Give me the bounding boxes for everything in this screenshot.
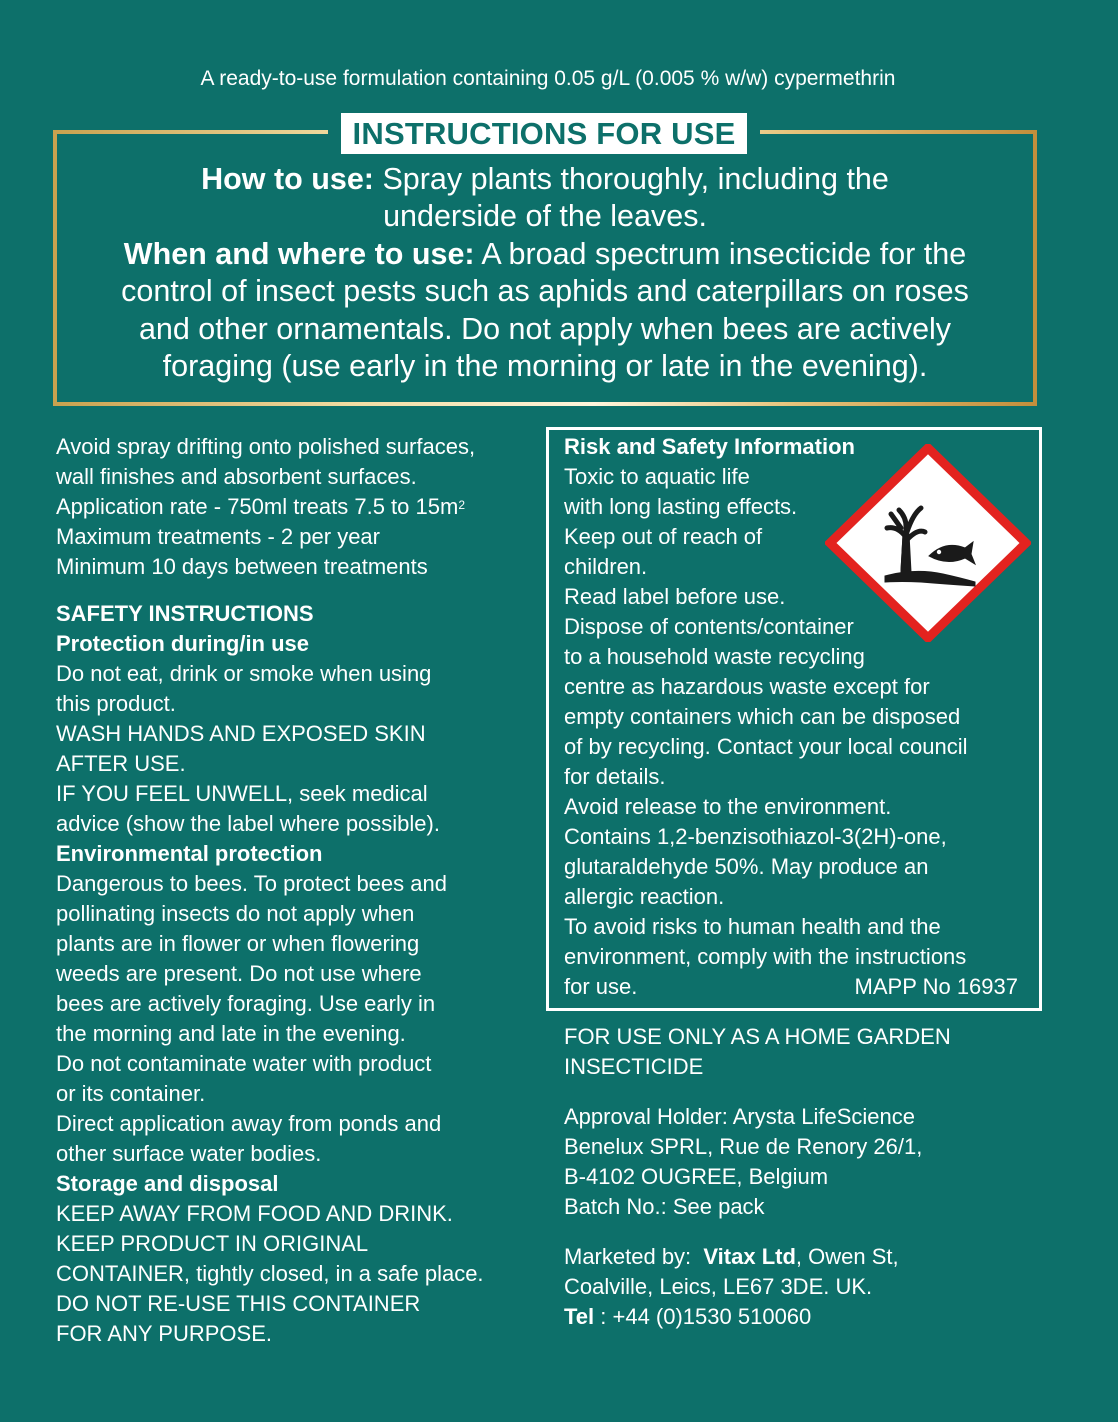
marketer-address: Coalville, Leics, LE67 3DE. UK. <box>564 1274 873 1299</box>
application-line: Avoid spray drifting onto polished surfaces, <box>56 434 476 459</box>
garden-use-line: INSECTICIDE <box>564 1054 704 1079</box>
telephone-line <box>564 1302 1034 1332</box>
application-line: Minimum 10 days between treatments <box>56 554 428 579</box>
risk-line: with long lasting effects. <box>564 494 798 519</box>
environmental-line: Do not contaminate water with product <box>56 1051 432 1076</box>
protection-line: AFTER USE. <box>56 751 186 776</box>
risk-last-line <box>564 972 1034 1002</box>
protection-heading-text: Protection during/in use <box>56 631 310 656</box>
protection-line: IF YOU FEEL UNWELL, seek medical <box>56 781 428 806</box>
environmental-line: plants are in flower or when flowering <box>56 931 420 956</box>
marketed-by-label: Marketed by: <box>564 1244 704 1269</box>
environmental-heading <box>56 839 546 869</box>
environmental-line: weeds are present. Do not use where <box>56 961 422 986</box>
left-column <box>56 432 546 1349</box>
risk-heading <box>564 432 1034 462</box>
risk-line: Toxic to aquatic life <box>564 464 750 489</box>
safety-heading <box>56 599 546 629</box>
how-to-use-line-2: underside of the leaves. <box>383 199 707 234</box>
telephone-label: Tel <box>564 1304 595 1329</box>
protection-line: this product. <box>56 691 176 716</box>
protection-line: Do not eat, drink or smoke when using <box>56 661 432 686</box>
risk-line: to a household waste recycling <box>564 644 865 669</box>
when-where-line-2: control of insect pests such as aphids and caterpillars on roses <box>121 274 969 309</box>
application-rate-line <box>56 492 546 522</box>
how-to-use-label: How to use: <box>201 162 374 196</box>
storage-line: KEEP PRODUCT IN ORIGINAL <box>56 1231 369 1256</box>
risk-line: Keep out of reach of <box>564 524 763 549</box>
risk-line: environment, comply with the instructions <box>564 944 967 969</box>
when-where-label: When and where to use: <box>123 236 475 271</box>
how-to-use-line <box>60 161 1030 198</box>
protection-line: advice (show the label where possible). <box>56 811 440 836</box>
safety-heading-text: SAFETY INSTRUCTIONS <box>56 601 314 626</box>
storage-line: CONTAINER, tightly closed, in a safe place. <box>56 1261 484 1286</box>
instructions-body <box>60 161 1030 385</box>
risk-heading-text: Risk and Safety Information <box>564 434 855 459</box>
batch-line: Batch No.: See pack <box>564 1194 765 1219</box>
risk-line: allergic reaction. <box>564 884 725 909</box>
application-line: Maximum treatments - 2 per year <box>56 524 380 549</box>
marketer-street: , Owen St, <box>795 1244 899 1269</box>
marketed-by-line <box>564 1242 1034 1272</box>
environmental-heading-text: Environmental protection <box>56 841 323 866</box>
environmental-line: Direct application away from ponds and <box>56 1111 442 1136</box>
risk-line: centre as hazardous waste except for <box>564 674 930 699</box>
application-rate-text: Application rate - 750ml treats 7.5 to 15m <box>56 494 459 519</box>
risk-line: glutaraldehyde 50%. May produce an <box>564 854 929 879</box>
marketer-name: Vitax Ltd <box>703 1244 796 1269</box>
approval-line: Approval Holder: Arysta LifeScience <box>564 1104 915 1129</box>
risk-line: Avoid release to the environment. <box>564 794 892 819</box>
formulation-statement: A ready-to-use formulation containing 0.05 g/L (0.005 % w/w) cypermethrin <box>200 67 896 90</box>
storage-line: DO NOT RE-USE THIS CONTAINER <box>56 1291 421 1316</box>
instructions-title-text: INSTRUCTIONS FOR USE <box>341 113 748 154</box>
garden-use-line: FOR USE ONLY AS A HOME GARDEN <box>564 1024 951 1049</box>
approval-line: B-4102 OUGREE, Belgium <box>564 1164 829 1189</box>
application-line: wall finishes and absorbent surfaces. <box>56 464 417 489</box>
square-metre-superscript: 2 <box>458 498 466 512</box>
risk-line: for details. <box>564 764 666 789</box>
risk-line: empty containers which can be disposed <box>564 704 961 729</box>
mapp-number: MAPP No 16937 <box>854 974 1018 999</box>
risk-line: Dispose of contents/container <box>564 614 854 639</box>
storage-heading-text: Storage and disposal <box>56 1171 279 1196</box>
environmental-line: other surface water bodies. <box>56 1141 322 1166</box>
when-where-line-3: and other ornamentals. Do not apply when bees are actively <box>138 311 952 346</box>
risk-line: of by recycling. Contact your local council <box>564 734 968 759</box>
environmental-line: pollinating insects do not apply when <box>56 901 415 926</box>
when-where-text: A broad spectrum insecticide for the <box>474 236 967 271</box>
how-to-use-text: Spray plants thoroughly, including the <box>373 162 889 196</box>
environmental-line: Dangerous to bees. To protect bees and <box>56 871 447 896</box>
risk-safety-text <box>564 432 1034 1002</box>
protection-heading <box>56 629 546 659</box>
telephone-number: : +44 (0)1530 510060 <box>594 1304 812 1329</box>
environmental-line: bees are actively foraging. Use early in <box>56 991 436 1016</box>
risk-line: children. <box>564 554 648 579</box>
when-where-line-4: foraging (use early in the morning or late in the evening). <box>162 349 928 384</box>
environmental-line: the morning and late in the evening. <box>56 1021 406 1046</box>
storage-line: FOR ANY PURPOSE. <box>56 1321 272 1346</box>
protection-line: WASH HANDS AND EXPOSED SKIN <box>56 721 426 746</box>
right-column <box>564 1022 1034 1332</box>
risk-line: Contains 1,2-benzisothiazol-3(2H)-one, <box>564 824 947 849</box>
risk-line: To avoid risks to human health and the <box>564 914 941 939</box>
storage-line: KEEP AWAY FROM FOOD AND DRINK. <box>56 1201 453 1226</box>
environmental-line: or its container. <box>56 1081 206 1106</box>
instructions-title <box>328 110 760 156</box>
approval-line: Benelux SPRL, Rue de Renory 26/1, <box>564 1134 923 1159</box>
risk-line: Read label before use. <box>564 584 786 609</box>
risk-last-text: for use. <box>564 974 638 999</box>
storage-heading <box>56 1169 546 1199</box>
when-where-line <box>60 236 1030 273</box>
